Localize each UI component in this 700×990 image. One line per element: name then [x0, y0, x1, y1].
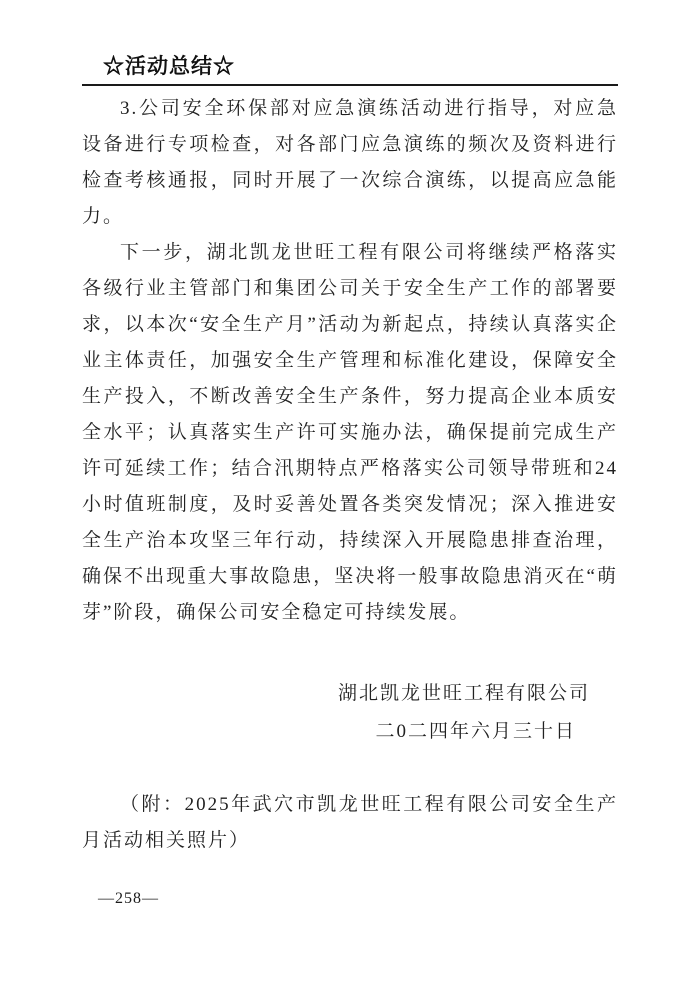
signature-block	[82, 675, 618, 751]
paragraph-emergency-drill: 3.公司安全环保部对应急演练活动进行指导，对应急设备进行专项检查，对各部门应急演练的频次及资料进行检查考核通报，同时开展了一次综合演练，以提高应急能力。	[82, 98, 618, 227]
page-number: —258—	[98, 890, 159, 907]
document-body	[82, 91, 618, 631]
paragraph-next-steps: 下一步，湖北凯龙世旺工程有限公司将继续严格落实各级行业主管部门和集团公司关于安全生产工作的部署要求，以本次“安全生产月”活动为新起点，持续认真落实企业主体责任，加强安全生产管理和标准化建设，保障安全生产投入，不断改善安全生产条件，努力提高企业本质安全水平；认真落实生产许可实施办法，确保提前完成生产许可延续工作；结合汛期特点严格落实公司领导带班和24小时值班制度，及时妥善处置各类突发情况；深入推进安全生产治本攻坚三年行动，持续深入开展隐患排查治理，确保不出现重大事故隐患，坚决将一般事故隐患消灭在“萌芽”阶段，确保公司安全稳定可持续发展。	[82, 242, 618, 623]
signature-date: 二0二四年六月三十日	[375, 721, 576, 742]
header-title: ☆活动总结☆	[103, 54, 235, 78]
page-header	[82, 50, 618, 86]
attachment-note: （附：2025年武穴市凯龙世旺工程有限公司安全生产月活动相关照片）	[82, 794, 618, 851]
signature-company: 湖北凯龙世旺工程有限公司	[337, 683, 590, 704]
